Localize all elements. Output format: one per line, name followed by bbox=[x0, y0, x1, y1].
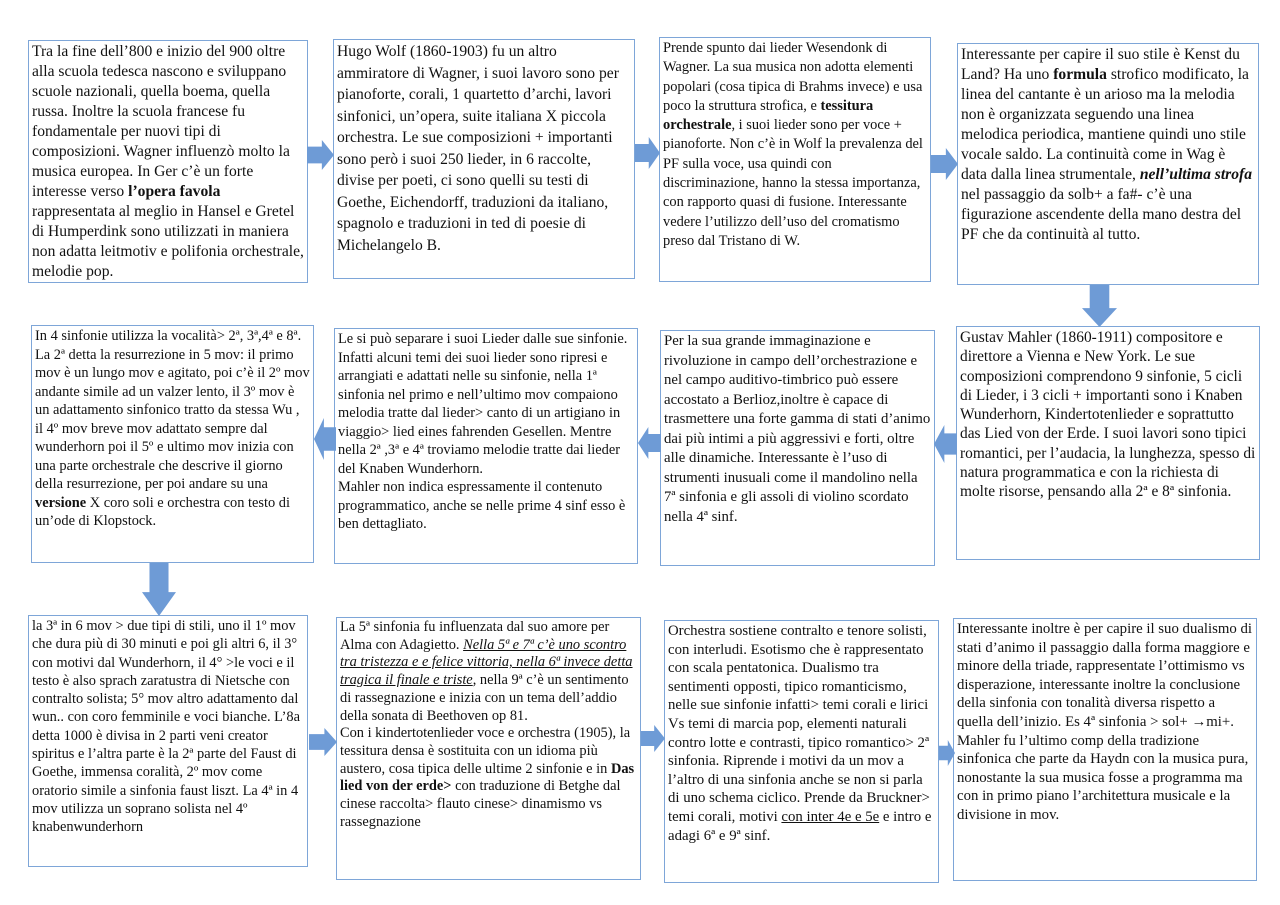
text-box-2 bbox=[333, 39, 635, 279]
body-text: la 3ª in 6 mov > due tipi di stili, uno il 1º mov che dura più di 30 minuti e poi gli altri 6, il 3° con motivi dal Wunderhorn, il 4° >le voci e il testo è also sprach zaratustra di Nietsche con contralto solista; 5° mov altro adattamento dal wun.. con coro femminile e voci bianche. L’8a detta 1000 è divisa in 2 parti veni creator spiritus e l’altra parte è la 2ª parte del Faust di Goethe, immensa coralità, 2º mov come oratorio simile a sinfonia faust liszt. La 4ª in 4 mov utilizza un soprano solista nel 4º knabenwunderhorn bbox=[32, 618, 301, 836]
arrow-shape bbox=[635, 137, 660, 169]
paragraph bbox=[340, 725, 637, 831]
arrow-polygon bbox=[309, 728, 337, 756]
arrow-shape bbox=[314, 418, 336, 460]
body-text: Hugo Wolf (1860-1903) fu un altro ammiratore di Wagner, i suoi lavoro sono per pianoforte, corali, 1 quartetto d’archi, lavori sinfonici, un’opera, suite italiana X piccola orchestra. Le sue composizioni + importanti sono però i suoi 250 lieder, in 6 raccolte, divise per poeti, ci sono quelli su testi di Goethe, Eichendorff, traduzioni da italiano, spagnolo e traduzioni in ted di poesie di Michelangelo B. bbox=[337, 43, 619, 254]
arrow-shape bbox=[1082, 285, 1117, 327]
paragraph bbox=[668, 622, 935, 845]
text-box-7 bbox=[660, 330, 935, 566]
emphasis-text: Nella 5ª e 7ª c’è uno scontro tra tristezza e e felice vittoria, nella 6ª invece detta tragica il finale e triste bbox=[340, 636, 633, 689]
arrow-shape bbox=[142, 563, 176, 616]
arrow-right-icon bbox=[931, 148, 958, 180]
text-box-3 bbox=[659, 37, 931, 282]
arrow-left-icon bbox=[934, 425, 957, 463]
arrow-polygon bbox=[939, 740, 955, 766]
body-text: Gustav Mahler (1860-1911) compositore e direttore a Vienna e New York. Le sue composizioni comprendono 9 sinfonie, 5 cicli di Lieder, i 3 cicli + importanti sono i Knaben Wunderhorn, Kindertotenlieder e soprattutto das Lied von der Erde. I suoi lavori sono tipici romantici, per l’audacia, la lunghezza, spesso di natura programmatica e con la richiesta di molte risorse, pensando alla 2ª e 8ª sinfonia. bbox=[960, 329, 1256, 501]
arrow-polygon bbox=[638, 427, 661, 459]
text-box-8 bbox=[956, 326, 1260, 560]
emphasis-text: tessitura orchestrale bbox=[663, 97, 874, 134]
arrow-left-icon bbox=[638, 427, 661, 459]
body-text: Le si può separare i suoi Lieder dalle sue sinfonie. Infatti alcuni temi dei suoi lieder sono ripresi e arrangiati e adattati nelle su sinfonie, nella 1ª sinfonia nel primo e nell’ultimo mov compaiono melodia tratte dal lieder> canto di un artigiano in viaggio> lied eines fahrenden Gesellen. Mentre nella 2ª ,3ª e 4ª troviamo melodie tratte dai lieder del Knaben Wunderhorn. bbox=[338, 331, 628, 477]
arrow-down-icon bbox=[1082, 285, 1117, 327]
arrow-polygon bbox=[307, 140, 334, 170]
arrow-shape bbox=[931, 148, 958, 180]
arrow-polygon bbox=[931, 148, 958, 180]
paragraph bbox=[32, 617, 304, 837]
arrow-shape bbox=[638, 427, 661, 459]
body-text: e intro e adagi 6ª e 9ª sinf. bbox=[668, 808, 932, 844]
paragraph bbox=[340, 619, 637, 725]
emphasis-text: versione bbox=[35, 494, 87, 511]
arrow-polygon bbox=[314, 418, 336, 460]
paragraph bbox=[338, 330, 634, 478]
arrow-polygon bbox=[635, 137, 660, 169]
body-text: Orchestra sostiene contralto e tenore solisti, con interludi. Esotismo che è rappresentato con scala pentatonica. Dualismo tra sentimenti opposti, tipico romanticismo, nelle sue sinfonie infatti> temi corali e lirici Vs temi di marcia pop, elementi naturali contro lotte e contrasti, tipico romantico> 2ª sinfonia. Riprende i motivi da un mov a l’altro di una sinfonia anche se non si parla di uno schema ciclico. Prende da Bruckner> temi corali, motivi bbox=[668, 623, 930, 825]
paragraph bbox=[960, 328, 1256, 502]
text-box-11 bbox=[664, 620, 939, 883]
body-text: La 5ª sinfonia fu influenzata dal suo amore per Alma con Adagietto. bbox=[340, 619, 610, 653]
emphasis-text: formula bbox=[1053, 66, 1107, 83]
arrow-right-icon bbox=[635, 137, 660, 169]
body-text: In 4 sinfonie utilizza la vocalità> 2ª, 3ª,4ª e 8ª. La 2ª detta la resurrezione in 5 mov: il primo mov è un lungo mov e agitato, poi c’è il 2º mov andante simile ad un valzer lento, il 3º mov è un adattamento sinfonico tratto da stessa Wu , il 4º mov breve mov adattato sempre dal wunderhorn poi il 5º e ultimo mov inizia con una parte orchestrale che descrive il giorno della resurrezione, per poi andare su una bbox=[35, 328, 310, 492]
arrow-shape bbox=[309, 728, 337, 756]
body-text: Interessante per capire il suo stile è Kenst du Land? Ha uno bbox=[961, 46, 1240, 83]
body-text: , i suoi lieder sono per voce + pianoforte. Non c’è in Wolf la prevalenza del PF sulla voce, usa quindi con discriminazione, hanno la stessa importanza, con rapporto quasi di fusione. Interessante vedere l’utilizzo dell’uso del cromatismo preso dal Tristano di W. bbox=[663, 117, 923, 249]
paragraph bbox=[338, 478, 634, 534]
arrow-left-icon bbox=[314, 418, 336, 460]
arrow-shape bbox=[641, 725, 665, 752]
emphasis-text: l’opera favola bbox=[128, 183, 221, 200]
arrow-right-icon bbox=[307, 140, 334, 170]
arrow-shape bbox=[934, 425, 957, 463]
text-box-1 bbox=[28, 40, 308, 283]
body-text: strofico modificato, la linea del cantante è un arioso ma la melodia non è organizzata seguendo una linea melodica periodica, mantiene quindi uno stile vocale saldo. La continuità come in Wag è data dalla linea strumentale, bbox=[961, 66, 1249, 183]
arrow-right-icon bbox=[641, 725, 665, 752]
arrow-down-icon bbox=[142, 563, 176, 616]
text-box-5 bbox=[31, 325, 314, 563]
body-text: nel passaggio da solb+ a fa#- c’è una figurazione ascendente della mano destra del PF che da continuità al tutto. bbox=[961, 186, 1242, 243]
paragraph bbox=[35, 327, 310, 531]
body-text: , nella 9ª c’è un sentimento di rassegnazione e inizia con un tema dell’addio della sonata di Beethoven op 81. bbox=[340, 672, 629, 724]
arrow-shape bbox=[307, 140, 334, 170]
text-box-4 bbox=[957, 43, 1259, 285]
body-text: con traduzione di Betghe dal cinese raccolta> flauto cinese> dinamismo vs rassegnazione bbox=[340, 778, 621, 830]
arrow-right-icon bbox=[309, 728, 337, 756]
text-box-10 bbox=[336, 617, 641, 880]
paragraph bbox=[663, 39, 927, 251]
text-box-6 bbox=[334, 328, 638, 564]
emphasis-text: con inter 4e e 5e bbox=[781, 808, 880, 825]
arrow-right-icon bbox=[939, 740, 955, 766]
emphasis-text: Das lied von der erde> bbox=[340, 760, 635, 795]
text-box-9 bbox=[28, 615, 308, 867]
arrow-polygon bbox=[641, 725, 665, 752]
body-text: Mahler non indica espressamente il contenuto programmatico, anche se nelle prime 4 sinf esso è ben dettagliato. bbox=[338, 479, 626, 532]
body-text: Con i kindertotenlieder voce e orchestra (1905), la tessitura densa è sostituita con un idioma più austero, cosa tipica delle ultime 2 sinfonie e in bbox=[340, 725, 631, 777]
paragraph bbox=[961, 45, 1255, 245]
body-text: Prende spunto dai lieder Wesendonk di Wagner. La sua musica non adotta elementi popolari (cosa tipica di Brahms invece) e usa poco la struttura strofica, e bbox=[663, 40, 923, 114]
arrow-polygon bbox=[142, 563, 176, 616]
body-text: Per la sua grande immaginazione e rivoluzione in campo dell’orchestrazione e nel campo auditivo-timbrico può essere accostato a Berlioz,inoltre è capace di trasmettere una forte gamma di stati d’animo dai più intimi a più aggressivi e forti, oltre alle dinamiche. Interessante è l’uso di strumenti inusuali come il mandolino nella 7ª sinfonia e gli assoli di violino scordato nella 4ª sinf. bbox=[664, 333, 931, 525]
arrow-shape bbox=[939, 740, 955, 766]
paragraph bbox=[337, 41, 631, 256]
body-text: Interessante inoltre è per capire il suo dualismo di stati d’animo il passaggio dalla forma maggiore e minore della triade, rappresentate l’ottimismo vs disperazione, interessante inoltre la conclusione della sinfonia con tonalità diversa rispetto a quella dell’inizio. Es 4ª sinfonia > sol+ →mi+. Mahler fu l’ultimo comp della tradizione sinfonica che parte da Haydn con la musica pura, nonostante la sua musica fosse a programma ma con in primo piano l’architettura musicale e la divisione in mov. bbox=[957, 621, 1253, 823]
arrow-polygon bbox=[934, 425, 957, 463]
paragraph bbox=[957, 620, 1253, 825]
text-box-12 bbox=[953, 618, 1257, 881]
body-text: rappresentata al meglio in Hansel e Gretel di Humperdink sono utilizzati in maniera non adatta leitmotiv e polifonia orchestrale, melodie pop. bbox=[32, 203, 304, 280]
paragraph bbox=[664, 332, 931, 527]
paragraph bbox=[32, 42, 304, 282]
body-text: Tra la fine dell’800 e inizio del 900 oltre alla scuola tedesca nascono e sviluppano scuole nazionali, quella boema, quella russa. Inoltre la scuola francese fu fondamentale per nuovi tipi di composizioni. Wagner influenzò molto la musica europea. In Ger c’è un forte interesse verso bbox=[32, 43, 290, 200]
body-text: X coro soli e orchestra con testo di un’ode di Klopstock. bbox=[35, 494, 290, 529]
emphasis-text: nell’ultima strofa bbox=[1139, 166, 1253, 183]
arrow-polygon bbox=[1082, 285, 1117, 327]
